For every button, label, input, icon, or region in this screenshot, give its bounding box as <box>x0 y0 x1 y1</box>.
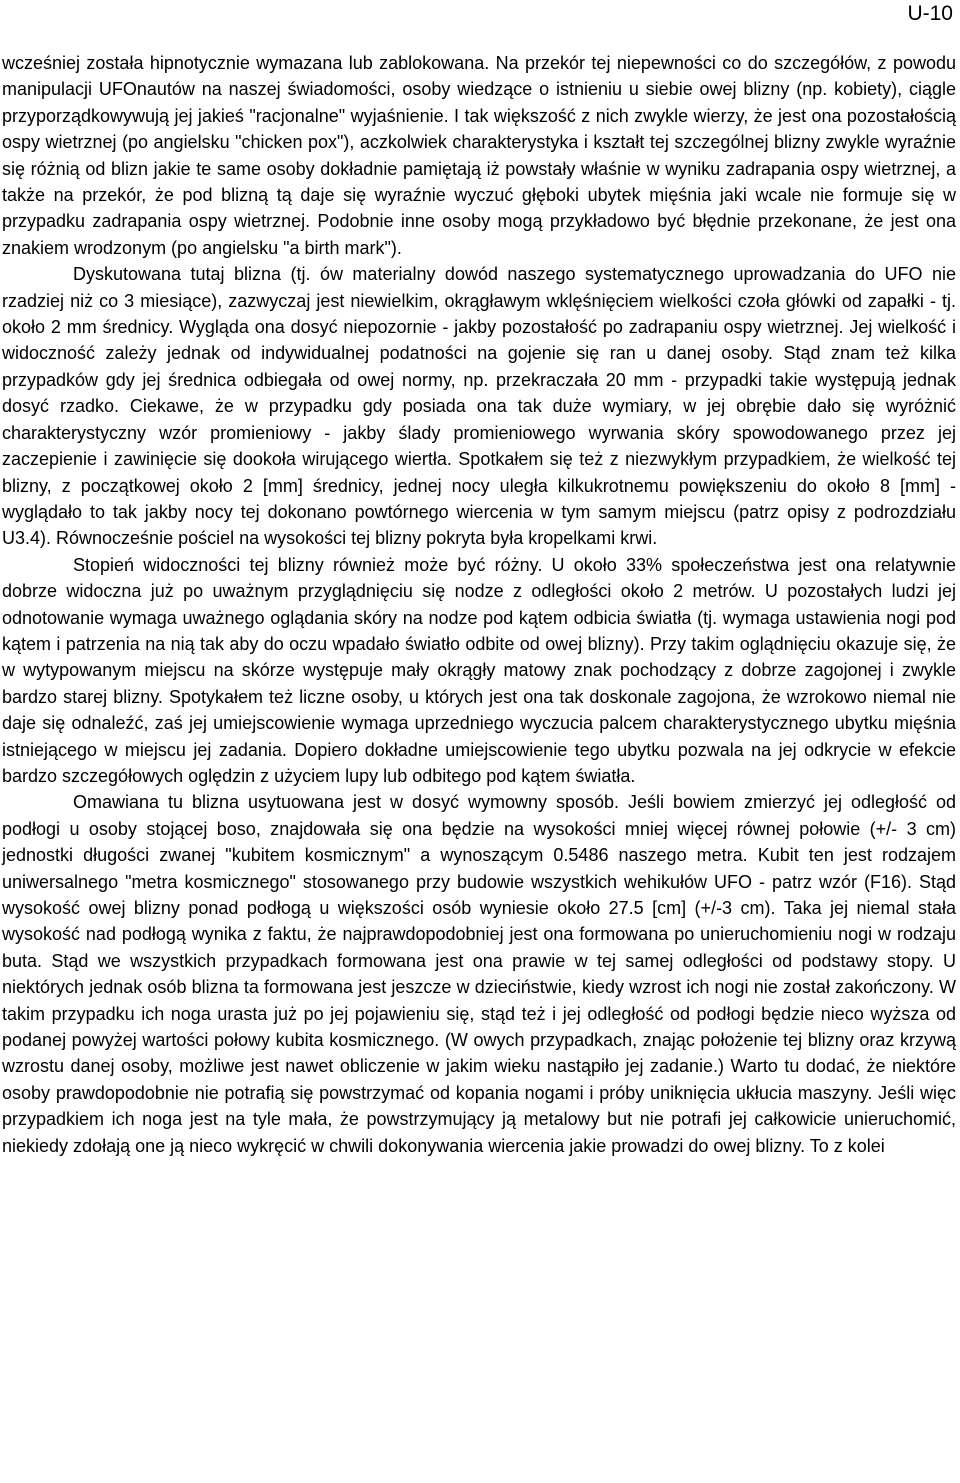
paragraph-4: Omawiana tu blizna usytuowana jest w dosyć wymowny sposób. Jeśli bowiem zmierzyć jej odległość od podłogi u osoby stojącej boso, znajdowała się ona będzie na wysokości mniej więcej równej połowie (+/- 3 cm) jednostki długości zwanej "kubitem kosmicznym" a wynoszącym 0.5486 naszego metra. Kubit ten jest rodzajem uniwersalnego "metra kosmicznego" stosowanego przy budowie wszystkich wehikułów UFO - patrz wzór (F16). Stąd wysokość owej blizny ponad podłogą u większości osób wyniesie około 27.5 [cm] (+/-3 cm). Taka jej niemal stała wysokość nad podłogą wynika z faktu, że najprawdopodobniej jest ona formowana po unieruchomieniu nogi w rodzaju buta. Stąd we wszystkich przypadkach formowana jest ona prawie w tej samej odległości od podstawy stopy. U niektórych jednak osób blizna ta formowana jest jeszcze w dzieciństwie, kiedy wzrost ich nogi nie został zakończony. W takim przypadku ich noga urasta już po jej pojawieniu się, stąd też i jej odległość od podłogi będzie nieco wyższa od podanej powyżej wartości połowy kubita kosmicznego. (W owych przypadkach, znając położenie tej blizny oraz krzywą wzrostu danej osoby, możliwe jest nawet obliczenie w jakim wieku nastąpiło jej zadanie.) Warto tu dodać, że niektóre osoby prawdopodobnie nie potrafią się powstrzymać od kopania nogami i próby uniknięcia ukłucia maszyny. Jeśli więc przypadkiem ich noga jest na tyle mała, że powstrzymujący ją metalowy but nie potrafi jej całkowicie unieruchomić, niekiedy zdołają one ją nieco wykręcić w chwili dokonywania wiercenia jakie prowadzi do owej blizny. To z kolei <box>2 792 956 1156</box>
paragraph-3: Stopień widoczności tej blizny również może być różny. U około 33% społeczeństwa jest ona relatywnie dobrze widoczna już po uważnym przyglądnięciu się nodze z odległości około 2 metrów. U pozostałych ludzi jej odnotowanie wymaga uważnego oglądania skóry na nodze pod kątem odbicia światła (tj. wymaga ustawienia nogi pod kątem i patrzenia na nią tak aby do oczu wpadało światło odbite od owej blizny). Przy takim oglądnięciu okazuje się, że w wytypowanym miejscu na skórze występuje mały okrągły matowy znak pochodzący z dobrze zagojonej i zwykle bardzo starej blizny. Spotykałem też liczne osoby, u których jest ona tak doskonale zagojona, że wzrokowo niemal nie daje się odnaleźć, zaś jej umiejscowienie wymaga uprzedniego wyczucia palcem charakterystycznego ubytku mięśnia istniejącego w miejscu jej zadania. Dopiero dokładne umiejscowienie tego ubytku pozwala na jej odkrycie w efekcie bardzo szczegółowych oględzin z użyciem lupy lub odbitego pod kątem światła. <box>2 554 956 786</box>
document-body <box>2 50 956 1159</box>
page-number: U-10 <box>907 2 953 25</box>
paragraph-2: Dyskutowana tutaj blizna (tj. ów materialny dowód naszego systematycznego uprowadzania do UFO nie rzadziej niż co 3 miesiące), zazwyczaj jest niewielkim, okrągławym wklęśnięciem wielkości czoła główki od zapałki - tj. około 2 mm średnicy. Wygląda ona dosyć niepozornie - jakby pozostałość po zadrapaniu ospy wietrznej. Jej wielkość i widoczność zależy jednak od indywidualnej podatności na gojenie się ran u danej osoby. Stąd znam też kilka przypadków gdy jej średnica odbiegała od owej normy, np. przekraczała 20 mm - przypadki takie występują jednak dosyć rzadko. Ciekawe, że w przypadku gdy posiada ona tak duże wymiary, w jej obrębie dało się wyróżnić charakterystyczny wzór promieniowy - jakby ślady promieniowego wyrwania skóry spowodowanego przez jej zaczepienie i zawinięcie się dookoła wirującego wiertła. Spotkałem się też z niezwykłym przypadkiem, że wielkość tej blizny, z początkowej około 2 [mm] średnicy, jednej nocy uległa kilkukrotnemu powiększeniu do około 8 [mm] - wyglądało to tak jakby nocy tej dokonano powtórnego wiercenia w tym samym miejscu (patrz opisy z podrozdziału U3.4). Równocześnie pościel na wysokości tej blizny pokryta była kropelkami krwi. <box>2 264 956 549</box>
paragraph-1: wcześniej została hipnotycznie wymazana lub zablokowana. Na przekór tej niepewności co do szczegółów, z powodu manipulacji UFOnautów na naszej świadomości, osoby wiedzące o istnieniu u siebie owej blizny (np. kobiety), ciągle przyporządkowywują jej jakieś "racjonalne" wyjaśnienie. I tak większość z nich zwykle wierzy, że jest ona pozostałością ospy wietrznej (po angielsku "chicken pox"), aczkolwiek charakterystyka i kształt tej szczególnej blizny zwykle wyraźnie się różnią od blizn jakie te same osoby dokładnie pamiętają iż powstały właśnie w wyniku zadrapania ospy wietrznej, a także na przekór, że pod blizną tą daje się wyraźnie wyczuć głęboki ubytek mięśnia jaki wcale nie formuje się w przypadku zadrapania ospy wietrznej. Podobnie inne osoby mogą przykładowo być błędnie przekonane, że jest ona znakiem wrodzonym (po angielsku "a birth mark"). <box>2 53 956 258</box>
